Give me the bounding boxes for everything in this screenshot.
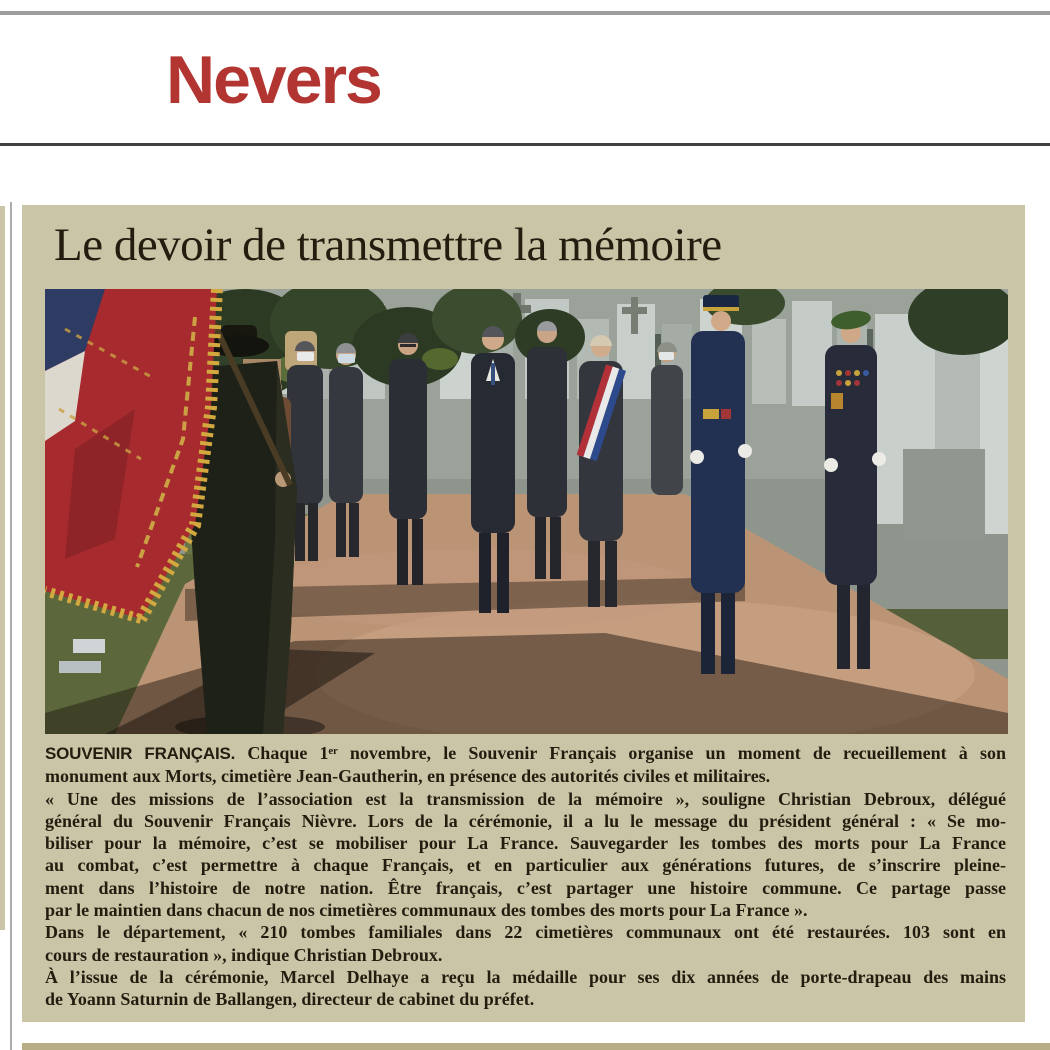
white-glove [872,452,886,466]
body-line: général du Souvenir Français Nièvre. Lors de la cérémonie, il a lu le message du président général : « Se mo- [45,810,1006,831]
body-line: À l’issue de la cérémonie, Marcel Delhaye a reçu la médaille pour ses dix années de porte-drapeau des mains [45,966,1006,987]
body-line: cours de restauration », indique Christian Debroux. [45,944,443,965]
body-line: biliser pour la mémoire, c’est se mobiliser pour La France. Sauvegarder les tombes des morts pour La France [45,833,1006,854]
article-title: Le devoir de transmettre la mémoire [54,219,722,271]
white-glove [690,450,704,464]
article-box [22,205,1025,1022]
top-rule [0,11,1050,15]
body-line: Dans le département, « 210 tombes familiales dans 22 cimetières communaux ont été restaurées. 103 sont en [45,922,1006,943]
body-line: ment dans l’histoire de notre nation. Être français, c’est partager une histoire commune. Ce partage passe [45,877,1006,898]
white-glove [824,458,838,472]
body-line: SOUVENIR FRANÇAIS. Chaque 1ᵉʳ novembre, le Souvenir Français organise un moment de recueillement à son [45,743,1006,763]
body-line: de Yoann Saturnin de Ballangen, directeur de cabinet du préfet. [45,989,535,1010]
section-divider-rule [0,143,1050,146]
next-article-box-edge [22,1043,1050,1050]
column-rule [10,202,12,1050]
body-line: par le maintien dans chacun de nos cimetières communaux des tombes des morts pour La France ». [45,900,808,921]
cemetery-ceremony-photo [45,289,1008,734]
white-glove [738,444,752,458]
body-line: monument aux Morts, cimetière Jean-Gautherin, en présence des autorités civiles et militaires. [45,766,771,787]
article-photo [45,289,1008,734]
body-line: « Une des missions de l’association est la transmission de la mémoire », souligne Christian Debroux, délégué [45,788,1006,809]
article-body [45,742,1006,1011]
section-title: Nevers [166,42,381,118]
adjacent-column-edge [0,206,5,930]
body-line: au combat, c’est permettre à chaque Français, et en particulier aux générations futures, de s’inscrire pleine- [45,855,1006,876]
article-kicker: SOUVENIR FRANÇAIS. [45,744,236,763]
